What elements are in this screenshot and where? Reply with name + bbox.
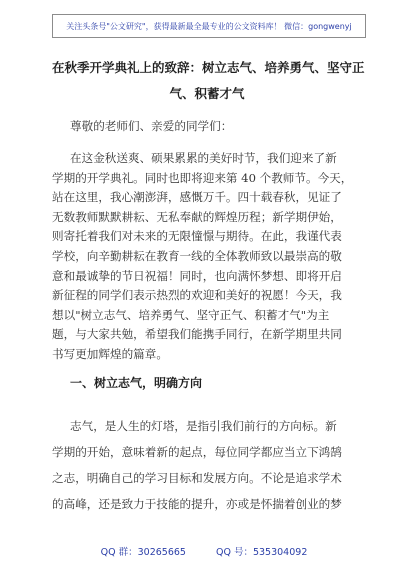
paragraph-line: 无数教师默默耕耘、无私奉献的辉煌历程；新学期伊始， (52, 209, 342, 224)
footer-qq-number: QQ 号：535304092 (215, 547, 308, 558)
paragraph-line: 学期的开始，意味着新的起点，每位同学都应当立下鸿鹄 (52, 445, 342, 459)
section-heading: 一、树立志气，明确方向 (70, 376, 203, 390)
salutation: 尊敬的老师们、亲爱的同学们： (70, 119, 233, 133)
paragraph-line: 的高峰，还是致力于技能的提升，亦或是怀揣着创业的梦 (52, 497, 342, 511)
paragraph-line: 则寄托着我们对未来的无限憧憬与期待。在此，我谨代表 (52, 229, 342, 244)
paragraph-line: 在这金秋送爽、硕果累累的美好时节，我们迎来了新 (70, 151, 337, 165)
paragraph-line: 新征程的同学们表示热烈的欢迎和美好的祝愿！今天，我 (52, 288, 342, 303)
footer-qq-group: QQ 群：30265665 (100, 547, 186, 558)
paragraph-line: 意和最诚挚的节日祝福！同时，也向满怀梦想、即将开启 (52, 268, 342, 283)
paragraph-line: 之志，明确自己的学习目标和发展方向。不论是追求学术 (52, 471, 342, 485)
header-notice: 关注头条号"公文研究"，获得最新最全最专业的公文资料库！ 微信：gongwenyj (66, 21, 352, 31)
paragraph-line: 题，与大家共勉，希望我们能携手同行，在新学期里共同 (52, 327, 342, 342)
header-notice-box (52, 14, 366, 38)
paragraph-line: 书写更加辉煌的篇章。 (52, 347, 168, 361)
footer-contacts (0, 544, 408, 558)
paragraph-line: 志气，是人生的灯塔，是指引我们前行的方向标。新 (70, 419, 337, 433)
paragraph-line: 学期的开学典礼。同时也即将迎来第 40 个教师节。今天， (52, 170, 353, 185)
paragraph-line: 想以"树立志气、培养勇气、坚守正气、积蓄才气"为主 (52, 307, 330, 322)
paragraph-line: 站在这里，我心潮澎湃，感慨万千。四十载春秋，见证了 (52, 190, 342, 205)
paragraph-line: 学校，向辛勤耕耘在教育一线的全体教师致以最崇高的敬 (52, 249, 342, 263)
document-title-line-2: 气、积蓄才气 (169, 86, 245, 101)
document-title-line-1: 在秋季开学典礼上的致辞：树立志气、培养勇气、坚守正 (52, 60, 365, 75)
